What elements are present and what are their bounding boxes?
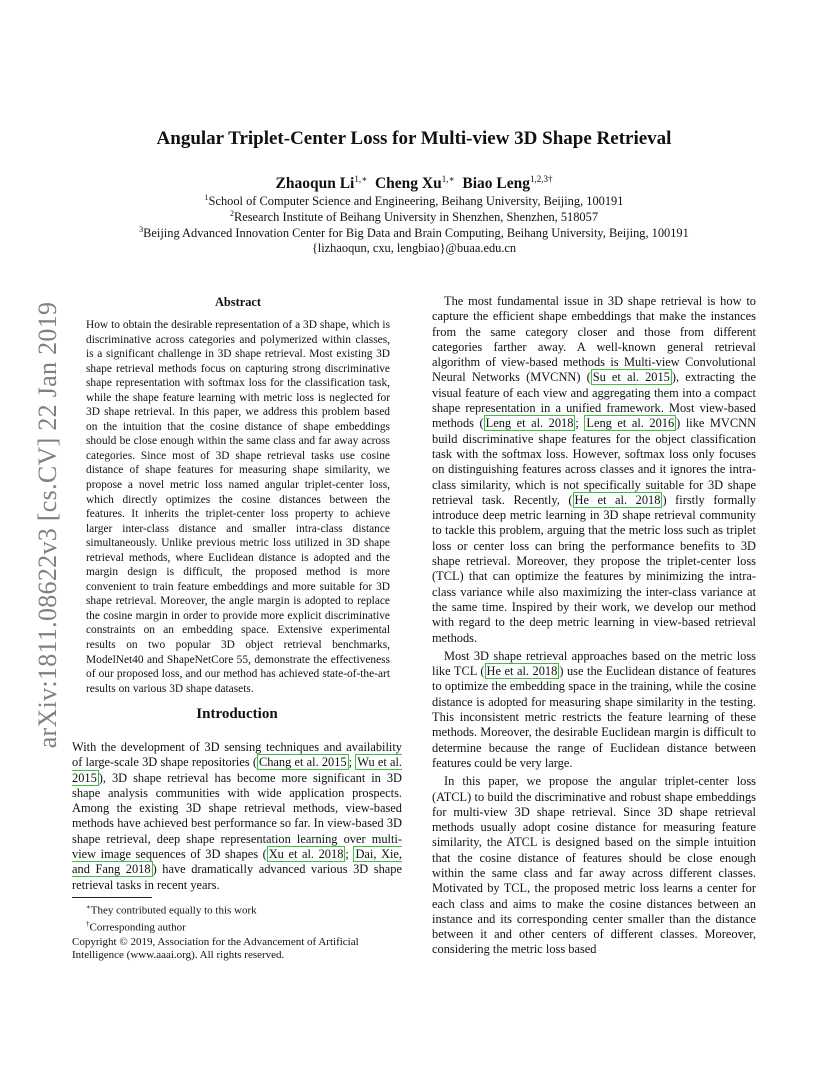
affiliation-3 (0, 225, 828, 241)
affiliation-sup: 3 (139, 225, 144, 234)
affiliation-2 (0, 209, 828, 225)
footnote-mark: † (86, 920, 90, 929)
citation-link[interactable]: Leng et al. 2016 (586, 416, 675, 431)
arxiv-stamp (28, 290, 68, 760)
footnote-text: They contributed equally to this work (90, 904, 257, 917)
citation-link[interactable]: Su et al. 2015 (592, 370, 670, 385)
affiliation-text: Beijing Advanced Innovation Center for Big Data and Brain Computing, Beihang University, Beijing, 100191 (143, 226, 689, 241)
arxiv-stamp-text: arXiv:1811.08622v3 [cs.CV] 22 Jan 2019 (33, 301, 62, 749)
footnote-rule (72, 897, 152, 898)
citation-link[interactable]: Leng et al. 2018 (485, 416, 574, 431)
affiliation-text: Research Institute of Beihang University in Shenzhen, Shenzhen, 518057 (233, 210, 599, 225)
citation-link[interactable]: Chang et al. 2015 (258, 755, 347, 770)
copyright-notice: Copyright © 2019, Association for the Advancement of Artificial Intelligence (www.aaai.org). All rights reserved. (72, 935, 359, 962)
text-run: ), 3D shape retrieval has become more significant in 3D shape analysis communities with wide application prospects. Among the existing 3D shape retrieval methods, view-based methods have achieved best performance so far. In view-based 3D shape retrieval, deep shape representation learning over multi-view image sequences of 3D shapes ( (72, 770, 402, 862)
paragraph (432, 294, 756, 646)
abstract-body: How to obtain the desirable representation of a 3D shape, which is discriminative across categories and polymerized within classes, is a significant challenge in 3D shape retrieval. Most existing 3D shape retrieval methods focus on capturing strong discriminative shape representation with softmax loss for the classification task, while the shape feature learning with metric loss is neglected for 3D shape retrieval. In this paper, we address this problem based on the intuition that the cosine distance of shape embeddings should be close enough within the same class and far away across categories. Since most of 3D shape retrieval tasks use cosine distance of shape features for measuring shape similarity, we propose a novel metric loss named angular triplet-center loss, which directly optimizes the cosine distances between the features. It inherits the triplet-center loss property to achieve larger inter-class distance and smaller intra-class distance simultaneously. Unlike previous metric loss utilized in 3D shape retrieval methods, where Euclidean distance is adopted and the margin design is difficult, the proposed method is more convenient to train feature embeddings and more suitable for 3D shape retrieval. Moreover, the angle margin is adopted to replace the cosine margin in order to provide more explicit discriminative constraints on an embedding space. Extensive experimental results on two popular 3D object retrieval benchmarks, ModelNet40 and ShapeNetCore 55, demonstrate the effectiveness of our proposed loss, and our method has achieved state-of-the-art results on various 3D shape datasets. (86, 319, 390, 695)
citation-link[interactable]: Wu et al. 2015 (72, 755, 403, 785)
author-emails: {lizhaoqun, cxu, lengbiao}@buaa.edu.cn (311, 241, 517, 255)
text-run: ) use the Euclidean distance of features to optimize the embedding space in the training, while the cosine distance is adopted for measuring shape similarity in the testing. This inconsistent metric restricts the feature learning of these methods. Moreover, the desirable Euclidean margin is difficult to determine because the range of Euclidean distance between features could be very large. (432, 664, 756, 770)
author-affil-sup: 1,2,3 (529, 174, 548, 184)
text-run: ) firstly formally introduce deep metric learning in 3D shape retrieval community to tackle this problem, arguing that the metric loss such as triplet loss or center loss can bring the performance benefits to 3D shape retrieval. Moreover, they propose the triplet-center loss (TCL) that can optimize the features by minimizing the intra-class variance while also maximizing the inter-class variance at the same time. Inspired by their work, we develop our method with regard to the deep metric learning in view-based retrieval methods. (432, 492, 756, 645)
author-affil-sup: 1 (354, 174, 359, 184)
text-run: ; (575, 416, 585, 431)
affiliation-1 (0, 193, 828, 209)
introduction-paragraph (72, 740, 402, 896)
text-run: ; (345, 847, 354, 862)
text-run: The most fundamental issue in 3D shape retrieval is how to capture the efficient shape embeddings that make the instances from the same category closer and those from different categories farther away. A well-known general retrieval algorithm of view-based methods is Multi-view Convolutional Neural Networks (MVCNN) ( (432, 294, 756, 385)
introduction-heading: Introduction (196, 706, 278, 722)
citation-link[interactable]: He et al. 2018 (574, 492, 661, 507)
citation-link[interactable]: Xu et al. 2018 (268, 847, 344, 862)
text-run: ) like MVCNN build discriminative shape features for the object classification task with the softmax loss. However, softmax loss only focuses on distinguishing features across classes and it ignores the intra-class similarity, which is not specifically suitable for 3D shape retrieval task. Recently, ( (432, 416, 757, 507)
text-run: ; (348, 755, 356, 770)
text-run: ), extracting the visual feature of each view and aggregating them into a compact shape representation in a unified framework. Most view-based methods ( (432, 370, 756, 431)
affiliation-sup: 1 (204, 193, 209, 202)
citation-link[interactable]: Dai, Xie, and Fang 2018 (72, 847, 402, 877)
paragraph: In this paper, we propose the angular triplet-center loss (ATCL) to build the discriminative and robust shape embeddings for multi-view 3D shape retrieval. Since 3D shape retrieval methods usually adopt cosine distance for measuring feature similarity, the ATCL is designed based on the simple intuition that the cosine distance of features should be close enough within the same class and far away across different classes. Motivated by TCL, the proposed metric loss learns a center for each class and aims to make the cosine distances between an instance and its corresponding center smaller than the distance between it and other centers of different classes. Moreover, considering the metric loss based (432, 774, 756, 957)
paragraph (72, 740, 402, 893)
footnote (72, 918, 402, 935)
right-column (432, 294, 756, 961)
author-affil-sup: 1 (441, 174, 447, 184)
footnote-mark: ∗ (86, 903, 91, 911)
paper-title: Angular Triplet-Center Loss for Multi-view 3D Shape Retrieval (156, 128, 672, 149)
affiliation-text: School of Computer Science and Engineering, Beihang University, Beijing, 100191 (208, 194, 624, 209)
footnotes (72, 897, 402, 963)
author-list (0, 174, 828, 193)
author-name: Zhaoqun Li (275, 175, 355, 193)
paragraph (432, 649, 756, 771)
author-name: Cheng Xu (374, 175, 442, 193)
text-run: With the development of 3D sensing techniques and availability of large-scale 3D shape repositories ( (72, 740, 402, 770)
text-run: ) have dramatically advanced various 3D shape retrieval tasks in recent years. (72, 862, 402, 892)
footnote (72, 901, 402, 918)
author-mark: ,∗ (358, 174, 368, 184)
abstract-heading: Abstract (214, 295, 262, 309)
footnote-text: Corresponding author (89, 921, 186, 934)
affiliation-sup: 2 (229, 209, 234, 218)
author-mark: ,∗ (446, 174, 455, 184)
citation-link[interactable]: He et al. 2018 (486, 664, 558, 679)
text-run: Most 3D shape retrieval approaches based on the metric loss like TCL ( (432, 648, 756, 679)
author-mark: † (547, 174, 553, 184)
author-name: Biao Leng (462, 175, 530, 193)
